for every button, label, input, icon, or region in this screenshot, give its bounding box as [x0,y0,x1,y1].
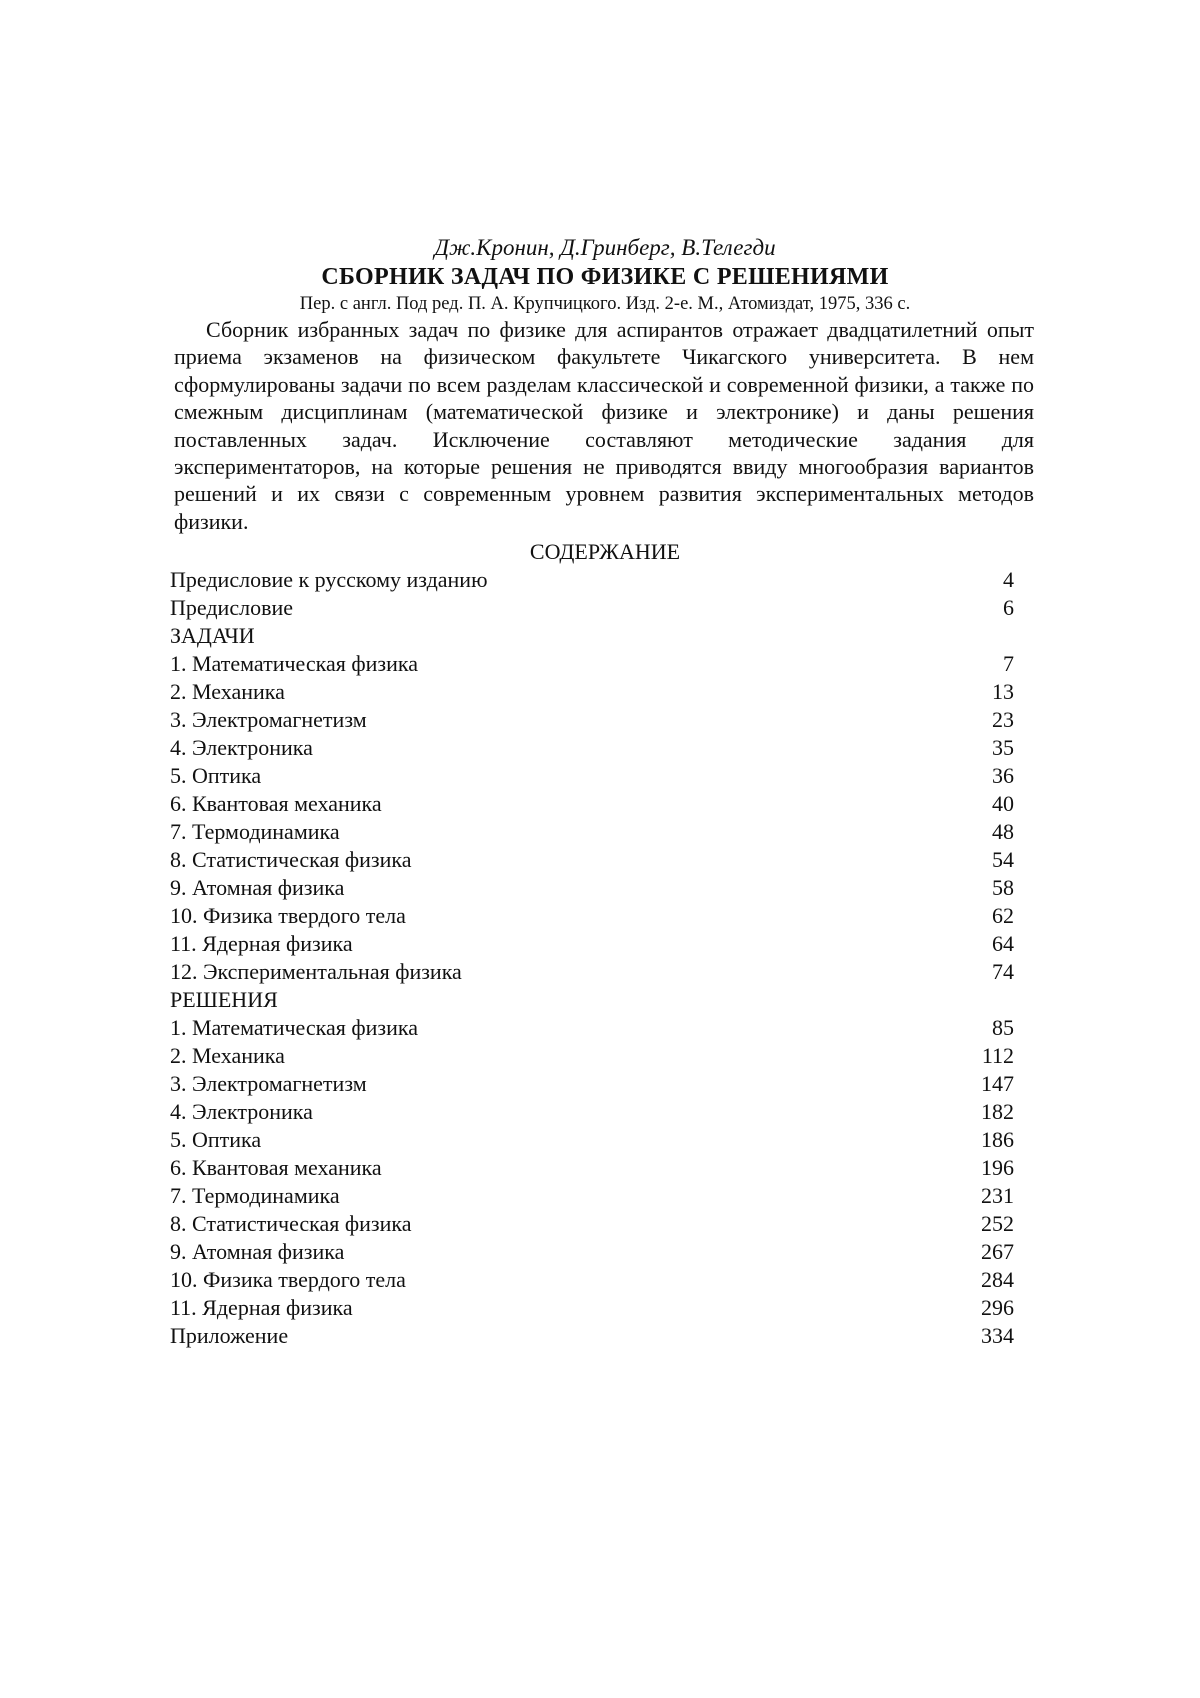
toc-entry-page: 196 [981,1155,1014,1180]
toc-row [170,1294,1014,1322]
toc-row [170,1014,1014,1042]
toc-row [170,650,1014,678]
toc-entry-page: 85 [992,1015,1014,1040]
toc-entry-title: 9. Атомная физика [170,875,345,900]
toc-entry-page [974,622,1014,650]
toc-entry-title: 12. Экспериментальная физика [170,959,462,984]
toc-row [170,566,1014,594]
toc-entry-title: Предисловие [170,595,293,620]
toc-row [170,1126,1014,1154]
book-title: СБОРНИК ЗАДАЧ ПО ФИЗИКЕ С РЕШЕНИЯМИ [321,264,889,290]
toc-row [170,902,1014,930]
toc-row [170,622,1014,650]
toc-entry-page: 182 [981,1099,1014,1124]
toc-entry-page: 334 [981,1323,1014,1348]
toc-entry-page: 54 [992,847,1014,872]
toc-entry-title: 6. Квантовая механика [170,1155,382,1180]
toc-row [170,874,1014,902]
toc-row [170,762,1014,790]
toc-entry-page: 231 [981,1183,1014,1208]
toc-row [170,958,1014,986]
toc-row [170,930,1014,958]
toc-entry-page: 7 [1003,651,1014,676]
toc-entry-page: 147 [981,1071,1014,1096]
toc-row [170,1210,1014,1238]
contents-heading: СОДЕРЖАНИЕ [529,539,681,564]
toc-row [170,1238,1014,1266]
toc-entry-title: 3. Электромагнетизм [170,707,367,732]
toc-entry-title: 2. Механика [170,1043,285,1068]
toc-entry-title: 4. Электроника [170,735,313,760]
toc-entry-title: 3. Электромагнетизм [170,1071,367,1096]
toc-entry-title: Предисловие к русскому изданию [170,567,488,592]
toc-entry-page: 48 [992,819,1014,844]
toc-entry-page: 58 [992,875,1014,900]
toc-entry-title: 8. Статистическая физика [170,847,412,872]
authors-line: Дж.Кронин, Д.Гринберг, В.Телегди [434,235,776,260]
toc-entry-page: 36 [992,763,1014,788]
toc-entry-page: 23 [992,707,1014,732]
toc-row [170,1154,1014,1182]
toc-entry-title: 5. Оптика [170,763,262,788]
toc-row [170,1098,1014,1126]
toc-entry-title: 6. Квантовая механика [170,791,382,816]
toc-row [170,1182,1014,1210]
toc-entry-page: 112 [981,1043,1014,1068]
toc-entry-title: 10. Физика твердого тела [170,1267,406,1292]
toc-entry-title: 5. Оптика [170,1127,262,1152]
toc-entry-title: 7. Термодинамика [170,1183,340,1208]
toc-entry-title: 8. Статистическая физика [170,1211,412,1236]
toc-entry-title: ЗАДАЧИ [170,623,255,648]
toc-row [170,986,1014,1014]
toc-row [170,1070,1014,1098]
toc-entry-page: 4 [1003,567,1014,592]
toc-entry-page: 267 [981,1239,1014,1264]
toc-entry-title: 4. Электроника [170,1099,313,1124]
toc-entry-page: 64 [992,931,1014,956]
toc-row [170,1042,1014,1070]
toc-row [170,678,1014,706]
toc-entry-page: 296 [981,1295,1014,1320]
toc-row [170,1266,1014,1294]
toc-entry-title: 9. Атомная физика [170,1239,345,1264]
toc-entry-page: 13 [992,679,1014,704]
toc-entry-page: 40 [992,791,1014,816]
toc-entry-page: 35 [992,735,1014,760]
toc-entry-title: 11. Ядерная физика [170,931,353,956]
abstract-paragraph: Сборник избранных задач по физике для аспирантов отражает двадцатилетний опыт приема экзаменов на физическом факультете Чикагского университета. В нем сформулированы задачи по всем разделам классической и современной физики, а также по смежным дисциплинам (математической физике и электронике) и даны решения поставленных задач. Исключение составляют методические задания для экспериментаторов, на которые решения не приводятся ввиду многообразия вариантов решений и их связи с современным уровнем развития экспериментальных методов физики. [174,317,1034,534]
toc-row [170,706,1014,734]
toc-entry-page: 252 [981,1211,1014,1236]
toc-entry-page: 74 [992,959,1014,984]
toc-entry-title: 11. Ядерная физика [170,1295,353,1320]
toc-row [170,1322,1014,1350]
toc-entry-title: Приложение [170,1323,289,1348]
toc-entry-title: 1. Математическая физика [170,651,418,676]
toc-entry-title: 10. Физика твердого тела [170,903,406,928]
toc-entry-title: 2. Механика [170,679,285,704]
toc-entry-page: 62 [992,903,1014,928]
toc-entry-page: 186 [981,1127,1014,1152]
toc-entry-title: РЕШЕНИЯ [170,987,278,1012]
toc-entry-page: 6 [1003,595,1014,620]
toc-row [170,790,1014,818]
publication-info: Пер. с англ. Под ред. П. А. Крупчицкого. Изд. 2-е. М., Атомиздат, 1975, 336 с. [299,294,911,314]
toc-entry-title: 1. Математическая физика [170,1015,418,1040]
toc-entry-title: 7. Термодинамика [170,819,340,844]
toc-row [170,846,1014,874]
toc-row [170,734,1014,762]
toc-entry-page [974,986,1014,1014]
toc-row [170,594,1014,622]
toc-row [170,818,1014,846]
toc-entry-page: 284 [981,1267,1014,1292]
table-of-contents [170,566,1014,1350]
